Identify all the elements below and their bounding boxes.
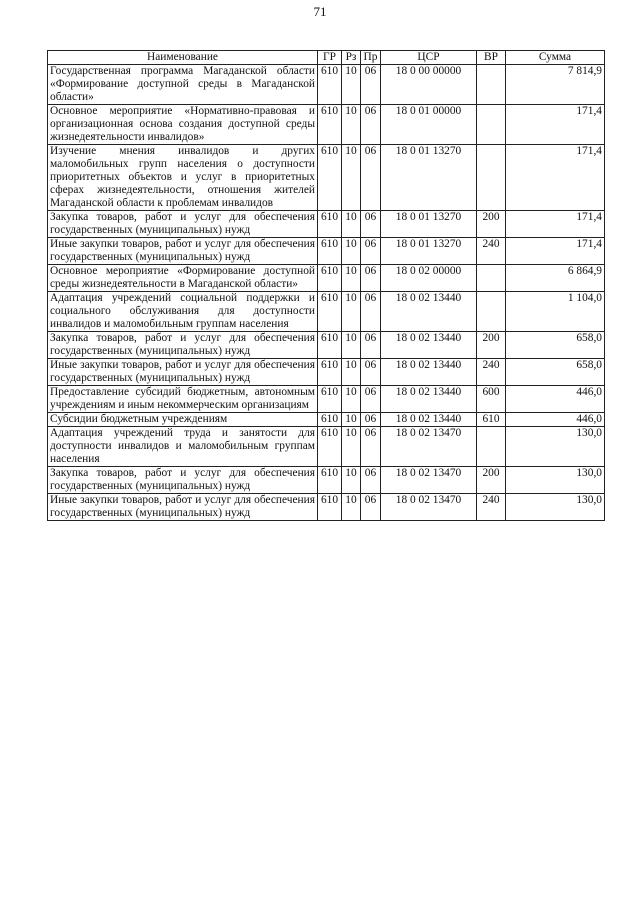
cell-sum: 130,0 bbox=[506, 494, 605, 521]
cell-name: Адаптация учреждений труда и занятости для доступности инвалидов и маломобильным группам населения bbox=[48, 427, 318, 467]
table-header-row bbox=[48, 51, 605, 65]
cell-gr: 610 bbox=[318, 65, 342, 105]
cell-pr: 06 bbox=[361, 413, 381, 427]
cell-vr: 600 bbox=[477, 386, 506, 413]
cell-sum: 171,4 bbox=[506, 145, 605, 211]
cell-rz: 10 bbox=[342, 467, 361, 494]
cell-name: Закупка товаров, работ и услуг для обеспечения государственных (муниципальных) нужд bbox=[48, 467, 318, 494]
cell-pr: 06 bbox=[361, 65, 381, 105]
cell-csr: 18 0 02 13440 bbox=[381, 292, 477, 332]
cell-pr: 06 bbox=[361, 292, 381, 332]
cell-name: Адаптация учреждений социальной поддержки и социального обслуживания для доступности инвалидов и маломобильным группам населения bbox=[48, 292, 318, 332]
cell-vr: 200 bbox=[477, 467, 506, 494]
cell-pr: 06 bbox=[361, 145, 381, 211]
cell-pr: 06 bbox=[361, 332, 381, 359]
cell-csr: 18 0 01 00000 bbox=[381, 105, 477, 145]
cell-pr: 06 bbox=[361, 386, 381, 413]
cell-pr: 06 bbox=[361, 359, 381, 386]
cell-name: Основное мероприятие «Формирование доступной среды жизнедеятельности в Магаданской области» bbox=[48, 265, 318, 292]
table-row bbox=[48, 211, 605, 238]
cell-sum: 130,0 bbox=[506, 427, 605, 467]
header-vr: ВР bbox=[477, 51, 506, 65]
cell-gr: 610 bbox=[318, 332, 342, 359]
cell-csr: 18 0 02 00000 bbox=[381, 265, 477, 292]
table-row bbox=[48, 332, 605, 359]
cell-rz: 10 bbox=[342, 386, 361, 413]
cell-sum: 658,0 bbox=[506, 359, 605, 386]
cell-csr: 18 0 01 13270 bbox=[381, 211, 477, 238]
cell-csr: 18 0 00 00000 bbox=[381, 65, 477, 105]
cell-sum: 6 864,9 bbox=[506, 265, 605, 292]
cell-vr: 200 bbox=[477, 332, 506, 359]
cell-csr: 18 0 02 13470 bbox=[381, 494, 477, 521]
cell-vr bbox=[477, 292, 506, 332]
cell-gr: 610 bbox=[318, 494, 342, 521]
cell-name: Иные закупки товаров, работ и услуг для обеспечения государственных (муниципальных) нужд bbox=[48, 359, 318, 386]
cell-rz: 10 bbox=[342, 332, 361, 359]
cell-pr: 06 bbox=[361, 467, 381, 494]
table-row bbox=[48, 494, 605, 521]
cell-vr bbox=[477, 145, 506, 211]
cell-rz: 10 bbox=[342, 427, 361, 467]
cell-rz: 10 bbox=[342, 265, 361, 292]
table-row bbox=[48, 238, 605, 265]
table-row bbox=[48, 265, 605, 292]
cell-gr: 610 bbox=[318, 413, 342, 427]
cell-gr: 610 bbox=[318, 238, 342, 265]
cell-rz: 10 bbox=[342, 494, 361, 521]
cell-vr: 240 bbox=[477, 359, 506, 386]
cell-pr: 06 bbox=[361, 265, 381, 292]
cell-sum: 446,0 bbox=[506, 386, 605, 413]
cell-sum: 171,4 bbox=[506, 105, 605, 145]
cell-gr: 610 bbox=[318, 292, 342, 332]
cell-rz: 10 bbox=[342, 65, 361, 105]
cell-rz: 10 bbox=[342, 359, 361, 386]
cell-sum: 7 814,9 bbox=[506, 65, 605, 105]
cell-gr: 610 bbox=[318, 427, 342, 467]
header-csr: ЦСР bbox=[381, 51, 477, 65]
header-pr: Пр bbox=[361, 51, 381, 65]
cell-name: Предоставление субсидий бюджетным, автономным учреждениям и иным некоммерческим организациям bbox=[48, 386, 318, 413]
cell-rz: 10 bbox=[342, 238, 361, 265]
cell-gr: 610 bbox=[318, 105, 342, 145]
cell-csr: 18 0 02 13470 bbox=[381, 467, 477, 494]
cell-name: Закупка товаров, работ и услуг для обеспечения государственных (муниципальных) нужд bbox=[48, 211, 318, 238]
table-row bbox=[48, 359, 605, 386]
cell-pr: 06 bbox=[361, 238, 381, 265]
cell-name: Изучение мнения инвалидов и других маломобильных групп населения о доступности приоритетных объектов и услуг в приоритетных сферах жизнедеятельности, отношения жителей Магаданской области к проблемам инвалидов bbox=[48, 145, 318, 211]
header-gr: ГР bbox=[318, 51, 342, 65]
table-row bbox=[48, 386, 605, 413]
cell-gr: 610 bbox=[318, 386, 342, 413]
cell-rz: 10 bbox=[342, 413, 361, 427]
cell-sum: 130,0 bbox=[506, 467, 605, 494]
cell-rz: 10 bbox=[342, 292, 361, 332]
cell-pr: 06 bbox=[361, 211, 381, 238]
cell-sum: 171,4 bbox=[506, 238, 605, 265]
cell-gr: 610 bbox=[318, 265, 342, 292]
cell-vr bbox=[477, 427, 506, 467]
cell-pr: 06 bbox=[361, 105, 381, 145]
cell-sum: 1 104,0 bbox=[506, 292, 605, 332]
cell-rz: 10 bbox=[342, 105, 361, 145]
cell-rz: 10 bbox=[342, 211, 361, 238]
cell-rz: 10 bbox=[342, 145, 361, 211]
cell-gr: 610 bbox=[318, 145, 342, 211]
cell-csr: 18 0 02 13440 bbox=[381, 386, 477, 413]
cell-vr: 240 bbox=[477, 494, 506, 521]
table-row bbox=[48, 292, 605, 332]
cell-csr: 18 0 01 13270 bbox=[381, 145, 477, 211]
cell-vr: 200 bbox=[477, 211, 506, 238]
cell-gr: 610 bbox=[318, 211, 342, 238]
cell-sum: 446,0 bbox=[506, 413, 605, 427]
cell-pr: 06 bbox=[361, 494, 381, 521]
cell-vr: 240 bbox=[477, 238, 506, 265]
header-name: Наименование bbox=[48, 51, 318, 65]
cell-name: Закупка товаров, работ и услуг для обеспечения государственных (муниципальных) нужд bbox=[48, 332, 318, 359]
cell-name: Основное мероприятие «Нормативно-правовая и организационная основа создания доступной среды жизнедеятельности инвалидов» bbox=[48, 105, 318, 145]
table-row bbox=[48, 105, 605, 145]
cell-csr: 18 0 02 13440 bbox=[381, 359, 477, 386]
budget-table bbox=[47, 50, 605, 521]
cell-name: Государственная программа Магаданской области «Формирование доступной среды в Магаданской области» bbox=[48, 65, 318, 105]
cell-name: Субсидии бюджетным учреждениям bbox=[48, 413, 318, 427]
cell-vr: 610 bbox=[477, 413, 506, 427]
table-row bbox=[48, 145, 605, 211]
cell-name: Иные закупки товаров, работ и услуг для обеспечения государственных (муниципальных) нужд bbox=[48, 238, 318, 265]
cell-name: Иные закупки товаров, работ и услуг для обеспечения государственных (муниципальных) нужд bbox=[48, 494, 318, 521]
cell-csr: 18 0 01 13270 bbox=[381, 238, 477, 265]
cell-sum: 171,4 bbox=[506, 211, 605, 238]
cell-csr: 18 0 02 13440 bbox=[381, 332, 477, 359]
cell-gr: 610 bbox=[318, 467, 342, 494]
header-rz: Рз bbox=[342, 51, 361, 65]
table-row bbox=[48, 65, 605, 105]
table-row bbox=[48, 427, 605, 467]
cell-vr bbox=[477, 105, 506, 145]
page-number: 71 bbox=[313, 4, 327, 19]
cell-vr bbox=[477, 265, 506, 292]
cell-vr bbox=[477, 65, 506, 105]
table-row bbox=[48, 413, 605, 427]
header-sum: Сумма bbox=[506, 51, 605, 65]
cell-pr: 06 bbox=[361, 427, 381, 467]
cell-gr: 610 bbox=[318, 359, 342, 386]
table-row bbox=[48, 467, 605, 494]
cell-sum: 658,0 bbox=[506, 332, 605, 359]
cell-csr: 18 0 02 13470 bbox=[381, 427, 477, 467]
cell-csr: 18 0 02 13440 bbox=[381, 413, 477, 427]
